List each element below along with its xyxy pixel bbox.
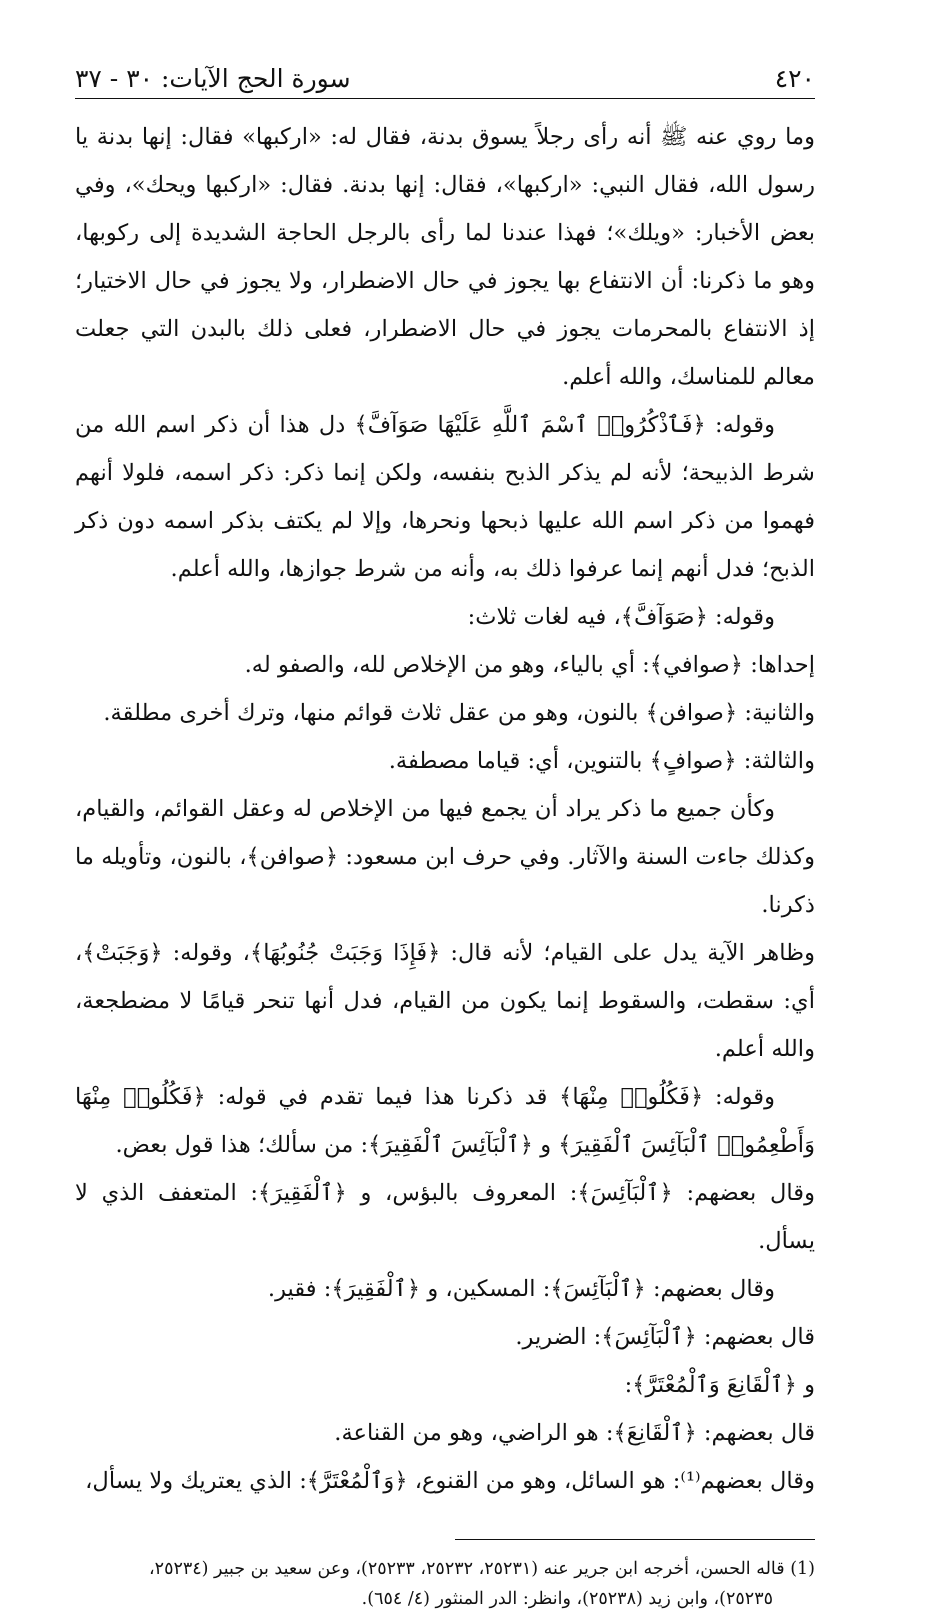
paragraph: والثالثة: ﴿صوافٍ﴾ بالتنوين، أي: قياما مصطفة. <box>388 748 815 774</box>
paragraph: وقوله: ﴿صَوَآفَّ﴾، فيه لغات ثلاث: <box>467 604 775 630</box>
footnotes <box>75 1554 815 1614</box>
paragraph: وقال بعضهم: ﴿ٱلْبَآئِسَ﴾: المسكين، و ﴿ٱلْفَقِيرَ﴾: فقير. <box>267 1276 775 1302</box>
paragraph: والثانية: ﴿صوافن﴾ بالنون، وهو من عقل ثلاث قوائم منها، وترك أخرى مطلقة. <box>103 700 815 726</box>
paragraph: وقال بعضهم⁽¹⁾: هو السائل، وهو من القنوع، ﴿وَٱلْمُعْتَرَّ﴾: الذي يعتريك ولا يسأل، <box>85 1468 815 1494</box>
paragraph: قال بعضهم: ﴿ٱلْبَآئِسَ﴾: الضرير. <box>515 1324 815 1350</box>
footnote-line: (1) قاله الحسن، أخرجه ابن جرير عنه (٢٥٢٣١، ٢٥٢٣٢، ٢٥٢٣٣)، وعن سعيد بن جبير (٢٥٢٣٤، <box>149 1559 815 1579</box>
page-header <box>75 56 815 96</box>
paragraph: وما روي عنه ﷺ أنه رأى رجلاً يسوق بدنة، فقال له: «اركبها» فقال: إنها بدنة يا رسول الله، فقال النبي: «اركبها»، فقال: إنها بدنة. فقال: «اركبها ويحك»، وفي بعض الأخبار: «ويلك»؛ فهذا عندنا لما رأى بالرجل الحاجة الشديدة إلى ركوبها، وهو ما ذكرنا: أن الانتفاع بها يجوز في حال الاضطرار، ولا يجوز في حال الاختيار؛ إذ الانتفاع بالمحرمات يجوز في حال الاضطرار، فعلى ذلك بالبدن التي جعلت معالم للمناسك، والله أعلم. <box>75 124 815 390</box>
footnote-divider <box>455 1539 815 1540</box>
page-number: ٤٢٠ <box>774 64 815 93</box>
paragraph: وكأن جميع ما ذكر يراد أن يجمع فيها من الإخلاص له وعقل القوائم، والقيام، وكذلك جاءت السنة والآثار. وفي حرف ابن مسعود: ﴿صوافن﴾، بالنون، وتأويله ما ذكرنا. <box>75 796 815 918</box>
header-divider <box>75 98 815 99</box>
paragraph: وقوله: ﴿فَٱذْكُرُوا۟ ٱسْمَ ٱللَّهِ عَلَيْهَا صَوَآفَّ﴾ دل هذا أن ذكر اسم الله من شرط الذبيحة؛ لأنه لم يذكر الذبح بنفسه، ولكن إنما ذكر: ذكر اسمه، فلولا أنهم فهموا من ذكر اسم الله عليها ذبحها ونحرها، وإلا لم يكتف بذكر اسمه دون ذكر الذبح؛ فدل أنهم إنما عرفوا ذلك به، وأنه من شرط جوازها، والله أعلم. <box>75 412 815 582</box>
paragraph: قال بعضهم: ﴿ٱلْقَانِعَ﴾: هو الراضي، وهو من القناعة. <box>334 1420 815 1446</box>
running-title: سورة الحج الآيات: ٣٠ - ٣٧ <box>75 64 351 93</box>
paragraph: إحداها: ﴿صوافي﴾: أي بالياء، وهو من الإخلاص لله، والصفو له. <box>244 652 815 678</box>
main-text <box>75 113 815 1505</box>
paragraph: و ﴿ٱلْقَانِعَ وَٱلْمُعْتَرَّ﴾: <box>624 1372 815 1398</box>
footnote-line: ٢٥٢٣٥)، وابن زيد (٢٥٢٣٨)، وانظر: الدر المنثور (٤/ ٦٥٤). <box>361 1589 773 1609</box>
paragraph: وقوله: ﴿فَكُلُوا۟ مِنْهَا﴾ قد ذكرنا هذا فيما تقدم في قوله: ﴿فَكُلُوا۟ مِنْهَا وَأَطْعِمُوا۟ ٱلْبَآئِسَ ٱلْفَقِيرَ﴾ و ﴿ٱلْبَآئِسَ ٱلْفَقِيرَ﴾: من سألك؛ هذا قول بعض. <box>75 1084 815 1158</box>
paragraph: وقال بعضهم: ﴿ٱلْبَآئِسَ﴾: المعروف بالبؤس، و ﴿ٱلْفَقِيرَ﴾: المتعفف الذي لا يسأل. <box>75 1180 815 1254</box>
paragraph: وظاهر الآية يدل على القيام؛ لأنه قال: ﴿فَإِذَا وَجَبَتْ جُنُوبُهَا﴾، وقوله: ﴿وَجَبَتْ﴾، أي: سقطت، والسقوط إنما يكون من القيام، فدل أنها تنحر قيامًا لا مضطجعة، والله أعلم. <box>75 940 815 1062</box>
